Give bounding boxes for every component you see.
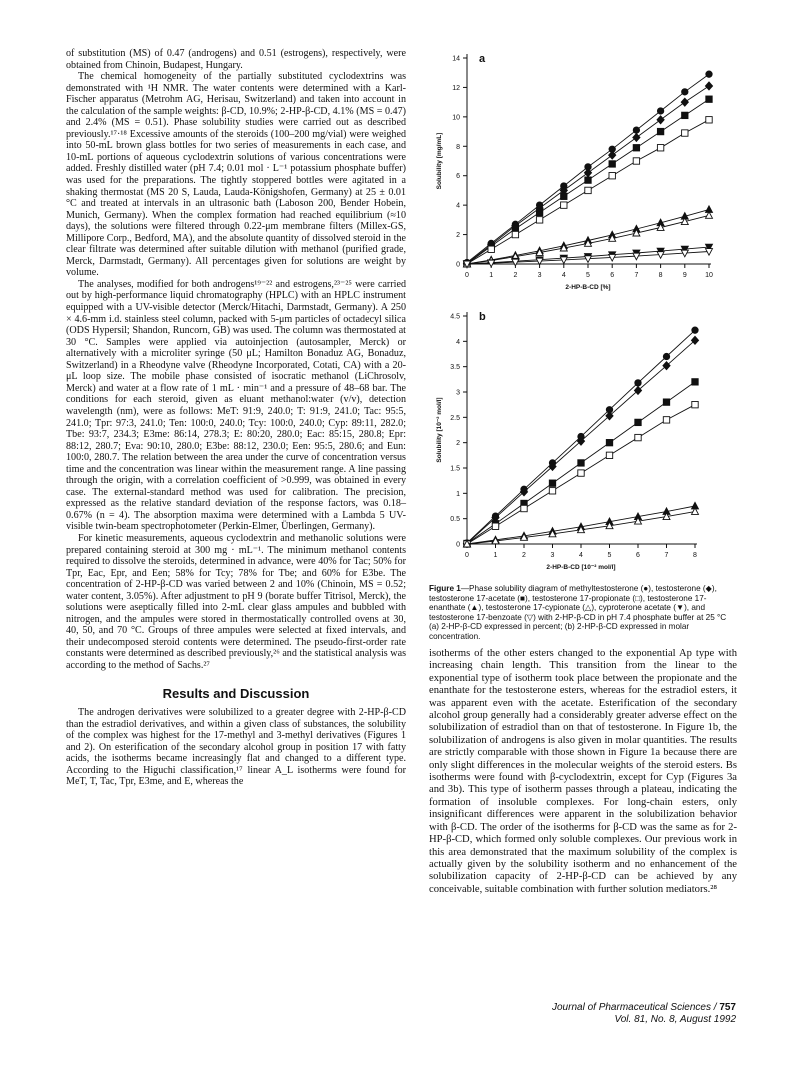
y-tick-label: 8 — [456, 143, 460, 151]
x-tick-label: 6 — [610, 272, 615, 279]
data-point-series-4 — [706, 117, 712, 123]
y-tick-label: 12 — [452, 84, 460, 92]
data-point-series-4 — [663, 417, 669, 423]
figure-caption — [429, 584, 737, 642]
data-point-series-3 — [549, 480, 555, 486]
data-point-series-3 — [682, 112, 688, 118]
data-point-series-1 — [633, 127, 639, 133]
y-tick-label: 6 — [456, 173, 460, 181]
x-tick-label: 3 — [550, 552, 555, 559]
data-point-series-4 — [549, 488, 555, 494]
data-point-series-4 — [633, 158, 639, 164]
y-tick-label: 10 — [452, 114, 460, 122]
panel-label: a — [479, 53, 486, 65]
figure-1a-chart — [429, 48, 729, 298]
paragraph-results: The androgen derivatives were solubilized to a greater degree with 2-HP-β-CD than the estradiol derivatives, and within a given class of substances, the solubility of the complex was highest for the 17-methyl and 3-methyl derivatives (Figures 1 and 2). On esterification of the secondary alcohol group in position 17 with fatty acids, the isotherms became increasingly flat and changed to a different type. According to the Higuchi classification,¹⁷ linear A_L isotherms were found for MeT, T, Tac, Tpr, E3me, and E, whereas the — [66, 707, 406, 788]
x-tick-label: 5 — [607, 552, 612, 559]
figure-caption-text: —Phase solubility diagram of methyltestosterone (●), testosterone (◆), testosterone 17-acetate (■), testosterone 17-propionate (□), testosterone 17-enanthate (▲), testosterone 17-cypionate (△), cyproterone acetate (▼), and testosterone 17-benzoate (▽) with 2-HP-β-CD in pH 7.4 phosphate buffer at 25 °C (a) 2-HP-β-CD expressed in percent; (b) 2-HP-β-CD expressed in molar concentration. — [429, 584, 727, 641]
data-point-series-4 — [606, 452, 612, 458]
data-point-series-2 — [705, 82, 712, 90]
data-point-series-1 — [635, 380, 641, 386]
data-point-series-1 — [692, 327, 698, 333]
x-tick-label: 2 — [513, 272, 518, 279]
y-tick-label: 2 — [456, 440, 460, 448]
y-tick-label: 3.5 — [450, 364, 460, 372]
y-tick-label: 4 — [456, 338, 460, 346]
y-tick-label: 2.5 — [450, 414, 460, 422]
x-tick-label: 2 — [522, 552, 526, 559]
y-tick-label: 1.5 — [450, 465, 460, 473]
data-point-series-3 — [578, 460, 584, 466]
x-tick-label: 3 — [537, 272, 542, 279]
y-tick-label: 0 — [456, 541, 460, 549]
data-point-series-3 — [561, 193, 567, 199]
y-axis-label: Solubility [10⁻² mol/l] — [436, 397, 443, 463]
x-tick-label: 1 — [489, 272, 494, 279]
paragraph-methods-hplc: The analyses, modified for both androgens¹⁹⁻²² and estrogens,²³⁻²⁵ were carried out by high-performance liquid chromatography (HPLC) with an HPLC instrument equipped with a UV-visible detector (Merck/Hitachi, Darmstadt, Germany). A 250 × 4.6-mm i.d. stainless steel column, packed with 5-μm particles of octadecyl silica (ODS Hypersil; Shandon, Runcorn, GB) was used. The column was thermostated at 30 °C. Samples were applied via autoinjection (autosampler, Merck) or alternatively with a microliter syringe (50 μL; Hamilton Bonaduz AG, Bonaduz, Switzerland) in a Rheodyne valve (Rheodyne Incorporated, Cotati, CA) with a 20-μL loop size. The mobile phase consisted of isocratic methanol (LiChrosolv, Merck) and water at a flow rate of 1 mL · min⁻¹ and a pressure of 48–68 bar. The conditions for each steroid, given as eluant methanol:water (v/v), detection wavelength (nm), were as follows: MeT: 91:9, 240.0; T: 91:9, 241.0; Tac: 95:5, 241.0; Tpr: 97:3, 241.0; Ten: 100:0, 240.0; Tcy: 100:0, 240.0; Cyp: 89:11, 282.0; Tbe: 93:7, 234.3; E3me: 86:14, 278.3; E: 80:20, 280.0; Eac: 85:15, 280.8; Epr: 88:12, 280.7; Eva: 90:10, 280.0; E3be: 88:12, 230.0; Een: 95:5, 280.6; and Eun: 100:0, 280.7. The relation between the area under the curve of concentration versus time and the concentration was linear within the measurement range. A line passing through the origin, with a correlation coefficient of >0.999, was obtained in every case. The external-standard method was used for calibration. The precision, expressed as the relative standard deviation of the response factors, was 0.18–0.67% (n = 4). The absorption maxima were determined with a Lambda 5 UV-visible twin-beam spectrophotometer (Perkin-Elmer, Überlingen, Germany). — [66, 278, 406, 533]
journal-issue: Vol. 81, No. 8, August 1992 — [614, 1014, 736, 1025]
right-text-column — [429, 648, 737, 896]
x-tick-label: 7 — [664, 552, 669, 559]
paragraph-discussion: isotherms of the other esters changed to the exponential Ap type with increasing chain length. This transition from the linear to the exponential type of isotherm took place between the propionate and the enanthate for the testosterone esters, whereas for the estradiol esters, it was apparent even with the acetate. Esterification of the secondary alcohol group generally had a considerably greater adverse effect on the solubilization of estradiol than on that of testosterone. In Figure 1b, the solubilization of androgens is also given in molar quantities. The results are strictly comparable with those shown in Figure 1a because there are only slight differences in the molecular weights of the steroid esters. Bs isotherms were found with β-cyclodextrin, except for Cyp (Figures 3a and 3b). This type of isotherm passes through a plateau, indicating the formation of insoluble complexes. For long-chain esters, only insignificant differences were apparent in the solubilization behavior with β-CD. The order of the isotherms for β-CD was the same as for 2-HP-β-CD, which formed only soluble complexes. Our previous work in this area demonstrated that the maximum solubility of the complex is actually given by the solubility isotherm and no enhancement of the solubilization capacity of 2-HP-β-CD can be achieved by any conceivable, suitable combination with further solution mediators.²⁸ — [429, 648, 737, 895]
data-point-series-3 — [536, 209, 542, 215]
y-tick-label: 0.5 — [450, 516, 460, 524]
data-point-series-4 — [657, 145, 663, 151]
y-tick-label: 0 — [456, 261, 460, 269]
x-tick-label: 0 — [465, 272, 469, 279]
data-point-series-1 — [682, 89, 688, 95]
page-number: 757 — [719, 1002, 736, 1013]
journal-footer — [552, 1002, 736, 1026]
data-point-series-4 — [521, 505, 527, 511]
data-point-series-2 — [681, 98, 688, 106]
data-point-series-3 — [706, 96, 712, 102]
data-point-series-4 — [585, 187, 591, 193]
data-point-series-4 — [488, 246, 494, 252]
y-tick-label: 2 — [456, 232, 460, 240]
data-point-series-3 — [609, 161, 615, 167]
y-tick-label: 4.5 — [450, 313, 460, 321]
x-tick-label: 0 — [465, 552, 469, 559]
data-point-series-4 — [512, 231, 518, 237]
x-tick-label: 10 — [705, 272, 713, 279]
x-axis-label: 2-HP-B-CD [10⁻² mol/l] — [546, 564, 616, 571]
y-tick-label: 3 — [456, 389, 460, 397]
data-point-series-4 — [692, 401, 698, 407]
x-tick-label: 9 — [682, 272, 687, 279]
data-point-series-1 — [706, 71, 712, 77]
left-text-column — [66, 48, 406, 788]
figure-caption-label: Figure 1 — [429, 584, 461, 593]
y-tick-label: 4 — [456, 202, 460, 210]
data-point-series-3 — [692, 379, 698, 385]
x-tick-label: 8 — [658, 272, 663, 279]
data-point-series-4 — [635, 434, 641, 440]
data-point-series-4 — [536, 217, 542, 223]
journal-name: Journal of Pharmaceutical Sciences / — [552, 1002, 717, 1013]
section-heading-results: Results and Discussion — [162, 685, 310, 701]
panel-label: b — [479, 311, 486, 323]
data-point-series-4 — [492, 523, 498, 529]
x-tick-label: 8 — [693, 552, 697, 559]
data-point-series-2 — [609, 151, 616, 159]
x-tick-label: 1 — [493, 552, 498, 559]
data-point-series-4 — [609, 173, 615, 179]
data-point-series-2 — [657, 116, 664, 124]
data-point-series-3 — [635, 419, 641, 425]
data-point-series-1 — [663, 353, 669, 359]
y-axis-label: Solubility [mg/mL] — [436, 132, 443, 190]
data-point-series-2 — [633, 133, 640, 141]
data-point-series-3 — [606, 439, 612, 445]
x-tick-label: 5 — [586, 272, 590, 279]
paragraph-methods-kinetics: For kinetic measurements, aqueous cyclodextrin and methanolic solutions were prepared containing steroid at 300 mg · mL⁻¹. The minimum methanol contents required to dissolve the steroids, determined in advance, were 40% for Tac; 50% for Tpr, Eac, Epr, and Een; 58% for Tcy; 78% for Tbe; and 60% for E3be. The concentration of 2-HP-β-CD was varied between 2 and 10% (Chinoin, MS = 0.52; water content, 3.05%). After adjustment to pH 9 (borate buffer Titrisol, Merck), the solutions were aseptically filled into 2-mL clear glass ampules and bubbled with nitrogen, and the ampules were stored in thermostatically controlled ovens at 30, 40, 50, and 70 °C. Groups of three ampules were selected at fixed intervals, and their undecomposed steroid contents were determined. The pseudo-first-order rate constants were determined as described previously,²⁶ and the statistical analysis was according to the method of Sachs.²⁷ — [66, 532, 406, 671]
x-tick-label: 4 — [561, 272, 566, 279]
data-point-series-4 — [682, 130, 688, 136]
paragraph-methods-solubility: The chemical homogeneity of the partially substituted cyclodextrins was demonstrated with ¹H NMR. The water contents were determined with a Karl-Fischer apparatus (Metrohm AG, Herisau, Switzerland) and taken into account in the calculation of the sample weights: β-CD, 10.9%; 2-HP-β-CD, 4.1% (MS = 0.47) and 2.4% (MS = 0.51). Phase solubility studies were carried out as described previously.¹⁷·¹⁸ Excessive amounts of the steroids (100–200 mg/vial) were weighed into 50-mL brown glass bottles for two series of measurements in each case, and 10-mL portions of aqueous cyclodextrin solutions of various concentrations were added. Freshly distilled water (pH 7.4; 0.01 mol · L⁻¹ potassium phosphate buffer) was used for the preparations. The tightly stoppered bottles were agitated in a shaking thermostat (MS 20 S, Lauda, Lauda-Königshofen, Germany) at 25 ± 0.01 °C and treated at intervals in an ultrasonic bath (Laboson 200, Bender Hobein, Munich, Germany). When the complex formation had reached equilibrium (≈10 days), the solutions were filtered through 0.22-μm membrane filters (Millex-GS, Millipore Corp., Bedford, MA), and the absolute quantity of dissolved steroid in the clear filtrate was determined after suitable dilution with methanol (purified grade, Merck, Darmstadt, Germany). All percentages given for solutions are weight by volume. — [66, 71, 406, 279]
y-tick-label: 14 — [452, 55, 460, 63]
x-axis-label: 2-HP-B-CD [%] — [565, 284, 611, 291]
figure-1b-chart — [429, 304, 729, 580]
data-point-series-3 — [633, 145, 639, 151]
data-point-series-3 — [657, 128, 663, 134]
data-point-series-3 — [585, 177, 591, 183]
y-tick-label: 1 — [456, 490, 460, 498]
data-point-series-2 — [584, 169, 591, 177]
x-tick-label: 6 — [636, 552, 640, 559]
x-tick-label: 7 — [634, 272, 639, 279]
data-point-series-4 — [561, 202, 567, 208]
data-point-series-1 — [657, 108, 663, 114]
data-point-series-3 — [663, 399, 669, 405]
paragraph-materials: of substitution (MS) of 0.47 (androgens) and 0.51 (estrogens), respectively, were obtained from Chinoin, Budapest, Hungary. — [66, 48, 406, 71]
x-tick-label: 4 — [579, 552, 583, 559]
data-point-series-4 — [578, 470, 584, 476]
